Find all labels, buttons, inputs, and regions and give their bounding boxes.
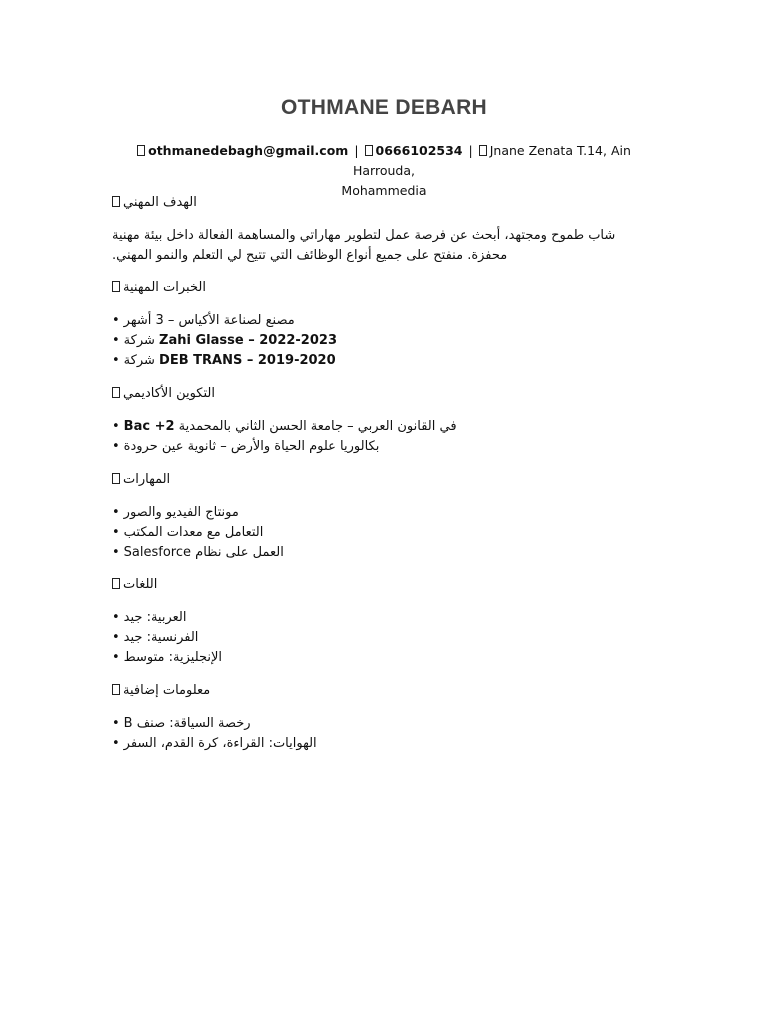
section-heading-experience: الخبرات المهنية [112,280,206,295]
separator: | [468,143,473,158]
missing-glyph-icon [112,684,120,695]
list-item: • الفرنسية: جيد [112,630,199,645]
missing-glyph-icon [112,196,120,207]
contact-block [110,141,658,201]
list-item: • مصنع لصناعة الأكياس – 3 أشهر [112,313,295,328]
separator: | [354,143,359,158]
list-item: • التعامل مع معدات المكتب [112,525,264,540]
section-heading-additional: معلومات إضافية [112,683,210,698]
list-item: • الإنجليزية: متوسط [112,650,223,665]
section-heading-skills: المهارات [112,472,170,487]
address-line2: Mohammedia [341,183,427,198]
list-item: • العربية: جيد [112,610,187,625]
email-text: othmanedebagh@gmail.com [148,143,349,158]
list-item: • شركة DEB TRANS – 2019-2020 [112,353,336,368]
missing-glyph-icon [365,145,373,156]
objective-paragraph [112,226,656,266]
list-item: • شركة Zahi Glasse – 2022-2023 [112,333,337,348]
address-line1: Jnane Zenata T.14, Ain Harrouda, [353,143,631,178]
missing-glyph-icon [112,387,120,398]
section-heading-objective: الهدف المهني [112,195,197,210]
candidate-name: OTHMANE DEBARH [280,96,488,119]
section-heading-education: التكوين الأكاديمي [112,386,215,401]
list-item: • العمل على نظام Salesforce [112,545,284,560]
missing-glyph-icon [112,281,120,292]
objective-line-2: محفزة. منفتح على جميع أنواع الوظائف التي تتيح لي التعلم والنمو المهني. [112,248,508,263]
list-item: • مونتاج الفيديو والصور [112,505,239,520]
missing-glyph-icon [112,578,120,589]
list-item: • الهوايات: القراءة، كرة القدم، السفر [112,736,317,751]
missing-glyph-icon [112,473,120,484]
list-item: • رخصة السياقة: صنف B [112,716,251,731]
objective-line-1: شاب طموح ومجتهد، أبحث عن فرصة عمل لتطوير مهاراتي والمساهمة الفعالة داخل بيئة مهنية [112,228,616,243]
missing-glyph-icon [137,145,145,156]
missing-glyph-icon [479,145,487,156]
phone-text: 0666102534 [375,143,463,158]
list-item: • بكالوريا علوم الحياة والأرض – ثانوية عين حرودة [112,439,380,454]
section-heading-languages: اللغات [112,577,157,592]
list-item: • Bac +2 في القانون العربي – جامعة الحسن الثاني بالمحمدية [112,419,457,434]
